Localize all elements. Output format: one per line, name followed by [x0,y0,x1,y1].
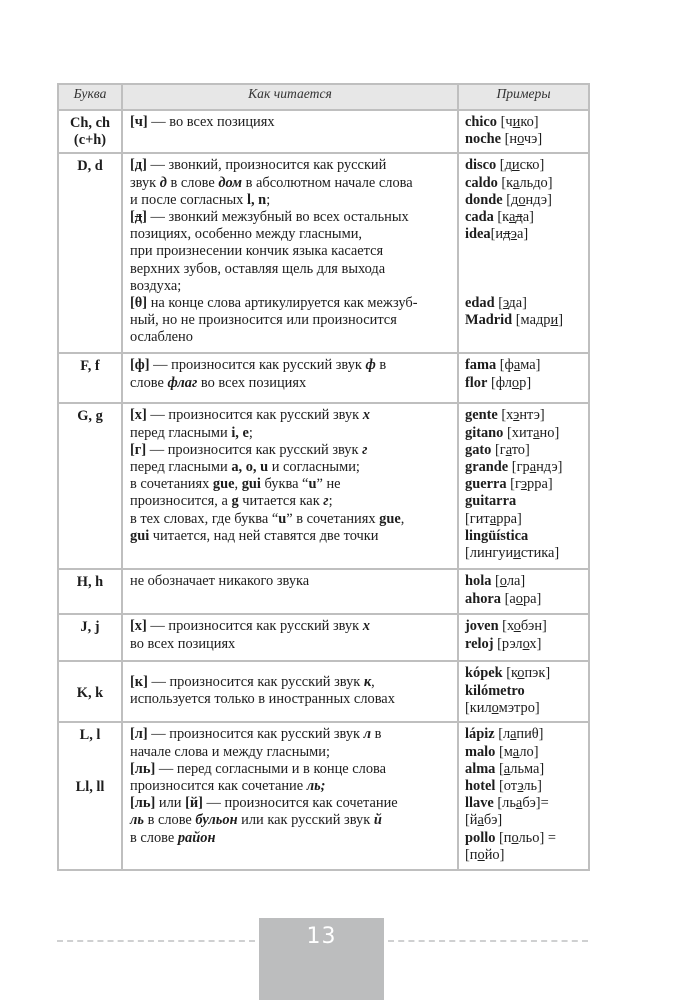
example-item: llave [льабэ]= [465,795,549,812]
examples-cell [458,110,589,153]
letter-text: K, k [76,685,104,702]
example-item: ahora [аора] [465,590,542,607]
reading-line: перед гласными i, e; [130,424,253,441]
reading-line: в тех словах, где буква “u” в сочетаниях gue, [130,510,405,527]
example-item: [гитарра] [465,510,522,527]
reading-line: ный, но не произносится или произносится [130,312,397,329]
example-item: Madrid [мадри] [465,312,563,329]
reading-line: [ль] — перед согласными и в конце слова [130,760,387,777]
example-item: hola [ола] [465,573,526,590]
reading-line: [ль] или [й] — произносится как сочетание [130,795,398,812]
example-item: guerra [гэрра] [465,476,553,493]
reading-cell [122,403,458,569]
reading-line: [к] — произносится как русский звук к, [130,674,375,691]
reading-cell [122,110,458,153]
reading-line: [д] — звонкий межзубный во всех остальных [130,209,409,226]
example-item: gato [гато] [465,441,530,458]
reading-line: используется только в иностранных словах [130,691,395,708]
example-item: malo [мало] [465,743,539,760]
reading-line: начале слова и между гласными; [130,743,330,760]
reading-cell [122,153,458,353]
spacer [465,278,584,295]
letter-cell [58,569,122,614]
header-letter: Буква [58,84,122,110]
examples-cell [458,614,589,661]
example-item: lápiz [лапиθ] [465,726,544,743]
letter-text: H, h [76,574,104,591]
example-item: noche [ночэ] [465,131,543,148]
letter-cell [58,353,122,403]
letter-cell [58,403,122,569]
reading-line: [х] — произносится как русский звук х [130,407,370,424]
letter-cell [58,722,122,870]
example-item: chico [чико] [465,114,539,130]
example-item: joven [хобэн] [465,618,547,635]
example-item: [киломэтро] [465,699,540,716]
examples-cell [458,661,589,722]
example-item: lingüística [465,527,529,544]
reading-line: ль в слове бульон или как русский звук й [130,812,382,829]
page-number: 13 [306,924,337,949]
reading-cell [122,722,458,870]
table-row [58,110,589,153]
table-row [58,403,589,569]
reading-line: позициях, особенно между гласными, [130,226,362,243]
examples-cell [458,569,589,614]
letter-text: Ll, ll [75,778,105,795]
example-item: alma [альма] [465,760,545,777]
letter-text: Ch, ch [70,115,110,131]
examples-cell [458,722,589,870]
page-number-box [259,918,384,1000]
reading-line: [х] — произносится как русский звук х [130,618,370,635]
reading-line: перед гласными a, o, u и согласными; [130,459,360,476]
examples-cell [458,153,589,353]
example-item: caldo [кальдо] [465,174,553,191]
example-item: disco [диско] [465,157,545,174]
example-item: gente [хэнтэ] [465,407,545,424]
example-item: flor [флор] [465,374,532,391]
letter-text: G, g [77,408,103,425]
examples-cell [458,403,589,569]
letter-text: D, d [77,158,103,175]
reading-line: слове флаг во всех позициях [130,374,307,391]
table-row [58,153,589,353]
reading-line: произносится, а g читается как г; [130,493,333,510]
reading-line: [г] — произносится как русский звук г [130,441,368,458]
example-item: fama [фама] [465,357,541,374]
spacer [59,745,121,762]
reading-line: в слове район [130,829,216,846]
reading-line: [д] — звонкий, произносится как русский [130,157,387,174]
reading-line: gui читается, над ней ставятся две точки [130,527,379,544]
example-item: reloj [рэлох] [465,635,542,652]
letter-text: L, l [79,727,101,744]
letter-cell [58,110,122,153]
spacer [465,243,584,260]
reading-line: [ч] — во всех позициях [130,114,275,130]
example-item: [пойо] [465,846,505,863]
reading-line: в сочетаниях gue, gui буква “u” не [130,476,341,493]
example-item: [йабэ] [465,812,503,829]
reading-line: воздуха; [130,277,182,294]
example-item: guitarra [465,493,517,510]
table-row [58,569,589,614]
example-item: kópek [копэк] [465,665,551,682]
reading-line: звук д в слове дом в абсолютном начале слова [130,174,413,191]
letter-cell [58,153,122,353]
reading-line: [л] — произносится как русский звук л в [130,726,382,743]
reading-line: во всех позициях [130,635,236,652]
header-reading: Как читается [122,84,458,110]
example-item: donde [дондэ] [465,191,552,208]
example-item: [лингуиистика] [465,545,560,562]
letter-text: J, j [80,619,100,636]
example-item: kilómetro [465,682,525,699]
reading-line: [ф] — произносится как русский звук ф в [130,357,387,374]
reading-cell [122,569,458,614]
examples-cell [458,353,589,403]
reading-line: при произнесении кончик языка касается [130,243,384,260]
reading-cell [122,353,458,403]
reading-line: и после согласных l, n; [130,191,271,208]
footer-dash-left [57,940,255,942]
example-item: edad [эда] [465,294,527,311]
letter-subtext: (c+h) [73,132,107,149]
example-item: pollo [польо] = [465,829,556,846]
example-item: hotel [отэль] [465,778,542,795]
example-item: gitano [хитано] [465,424,560,441]
header-examples: Примеры [458,84,589,110]
table-row [58,722,589,870]
example-item: cada [када] [465,209,534,226]
table-row [58,661,589,722]
table-row [58,353,589,403]
reading-line: [θ] на конце слова артикулируется как межзуб- [130,295,418,312]
table-row [58,614,589,661]
table-header-row [58,84,589,110]
reading-line: ослаблено [130,329,193,346]
letter-cell [58,614,122,661]
reading-line: произносится как сочетание ль; [130,778,326,795]
reading-line: не обозначает никакого звука [130,573,310,590]
letter-cell [58,661,122,722]
footer-dash-right [388,940,588,942]
spacer [465,261,584,278]
reading-line: верхних зубов, оставляя щель для выхода [130,260,386,277]
letter-text: F, f [80,358,100,375]
example-item: idea[идэа] [465,226,529,243]
example-item: grande [грандэ] [465,459,563,476]
phonetics-table [57,83,590,871]
reading-cell [122,614,458,661]
spacer [59,762,121,779]
reading-cell [122,661,458,722]
